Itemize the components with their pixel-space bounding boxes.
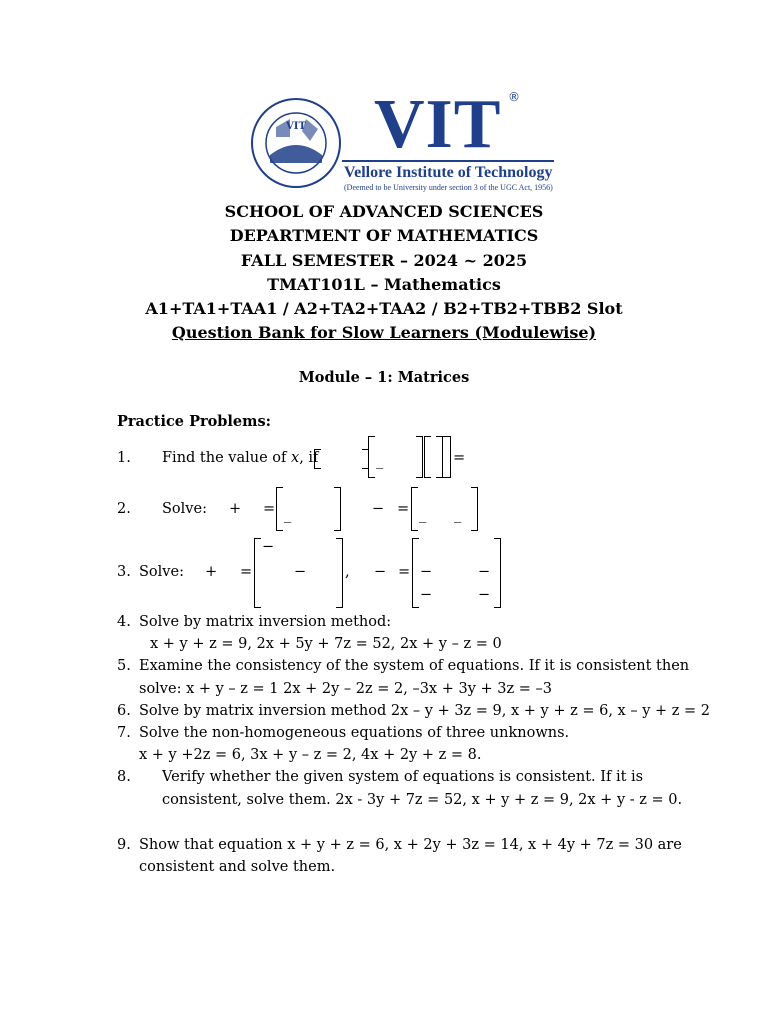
minus-sign: − (374, 564, 387, 580)
matrix-bracket-left (368, 436, 375, 478)
matrix-entry: − (420, 587, 433, 603)
plus-sign: + (229, 501, 242, 517)
matrix-bracket-right (471, 487, 478, 531)
problem-number: 6. (117, 703, 131, 719)
comma: , (345, 564, 350, 580)
problem-number: 5. (117, 658, 131, 674)
equals-sign: = (397, 501, 410, 517)
matrix-entry: _ (284, 507, 292, 523)
matrix-bracket-left (412, 538, 419, 608)
problem-equations: x + y + z = 9, 2x + 5y + 7z = 52, 2x + y – z = 0 (150, 636, 502, 652)
problem-equations: x + y +2z = 6, 3x + y – z = 2, 4x + 2y + z = 8. (139, 747, 482, 763)
institute-tagline: (Deemed to be University under section 3 of the UGC Act, 1956) (344, 183, 553, 192)
problem-text: Solve the non-homogeneous equations of three unknowns. (139, 725, 570, 741)
matrix-bracket-right (334, 487, 341, 531)
problem-number: 4. (117, 614, 131, 630)
course-title: TMAT101L – Mathematics (267, 275, 501, 294)
matrix-entry: − (478, 587, 491, 603)
vit-brand: VIT (374, 86, 502, 163)
matrix-entry: − (420, 564, 433, 580)
logo-divider (342, 160, 554, 162)
problem-text: Verify whether the given system of equations is consistent. If it is (162, 769, 644, 785)
problem-text: Show that equation x + y + z = 6, x + 2y + 3z = 14, x + 4y + 7z = 30 are (139, 837, 682, 853)
matrix-bracket-left (254, 538, 261, 608)
matrix-bracket-left (276, 487, 283, 531)
module-heading: Module – 1: Matrices (298, 369, 470, 386)
problem-number: 7. (117, 725, 131, 741)
institute-name: Vellore Institute of Technology (344, 164, 553, 181)
equals-sign: = (240, 564, 253, 580)
department-name: DEPARTMENT OF MATHEMATICS (229, 226, 539, 245)
problem-number: 9. (117, 837, 131, 853)
document-title: Question Bank for Slow Learners (Modulewise) (171, 323, 597, 342)
matrix-entry: _ (454, 507, 462, 523)
problem-text: Solve by matrix inversion method: (139, 614, 392, 630)
problem-label: Solve: (139, 564, 184, 580)
matrix-entry: − (262, 539, 275, 555)
problem-number: 1. (117, 450, 131, 466)
problem-text: Find the value of x, if (162, 450, 319, 466)
matrix-entry: − (294, 564, 307, 580)
problem-text: Solve by matrix inversion method 2x – y + 3z = 9, x + y + z = 6, x – y + z = 2 (139, 703, 710, 719)
equals-sign: = (398, 564, 411, 580)
matrix-bracket-right (336, 538, 343, 608)
matrix-bracket-right (444, 436, 451, 478)
equals-sign: = (453, 450, 466, 466)
matrix-entry: − (478, 564, 491, 580)
semester: FALL SEMESTER – 2024 ~ 2025 (240, 251, 528, 270)
matrix-entry: _ (419, 507, 427, 523)
matrix-bracket-left (314, 449, 321, 469)
problem-number: 8. (117, 769, 131, 785)
problem-number: 2. (117, 501, 131, 517)
problem-number: 3. (117, 564, 131, 580)
problem-text-continued: consistent and solve them. (139, 859, 336, 875)
plus-sign: + (205, 564, 218, 580)
vit-seal-icon (250, 97, 342, 189)
matrix-bracket-right (494, 538, 501, 608)
problem-equations: solve: x + y – z = 1 2x + 2y – 2z = 2, –3x + 3y + 3z = –3 (139, 681, 552, 697)
slot-info: A1+TA1+TAA1 / A2+TA2+TAA2 / B2+TB2+TBB2 Slot (145, 299, 623, 318)
matrix-bracket-left (411, 487, 418, 531)
problem-text: Examine the consistency of the system of equations. If it is consistent then (139, 658, 690, 674)
equals-sign: = (263, 501, 276, 517)
school-name: SCHOOL OF ADVANCED SCIENCES (224, 202, 544, 221)
section-heading: Practice Problems: (117, 413, 272, 430)
matrix-entry: _ (376, 453, 384, 469)
minus-sign: − (372, 501, 385, 517)
svg-text:VIT: VIT (286, 121, 306, 132)
registered-mark: ® (508, 90, 520, 104)
problem-label: Solve: (162, 501, 207, 517)
problem-equations: consistent, solve them. 2x - 3y + 7z = 52, x + y + z = 9, 2x + y - z = 0. (162, 792, 683, 808)
matrix-bracket-right (416, 436, 423, 478)
matrix-bracket-left (424, 436, 431, 478)
